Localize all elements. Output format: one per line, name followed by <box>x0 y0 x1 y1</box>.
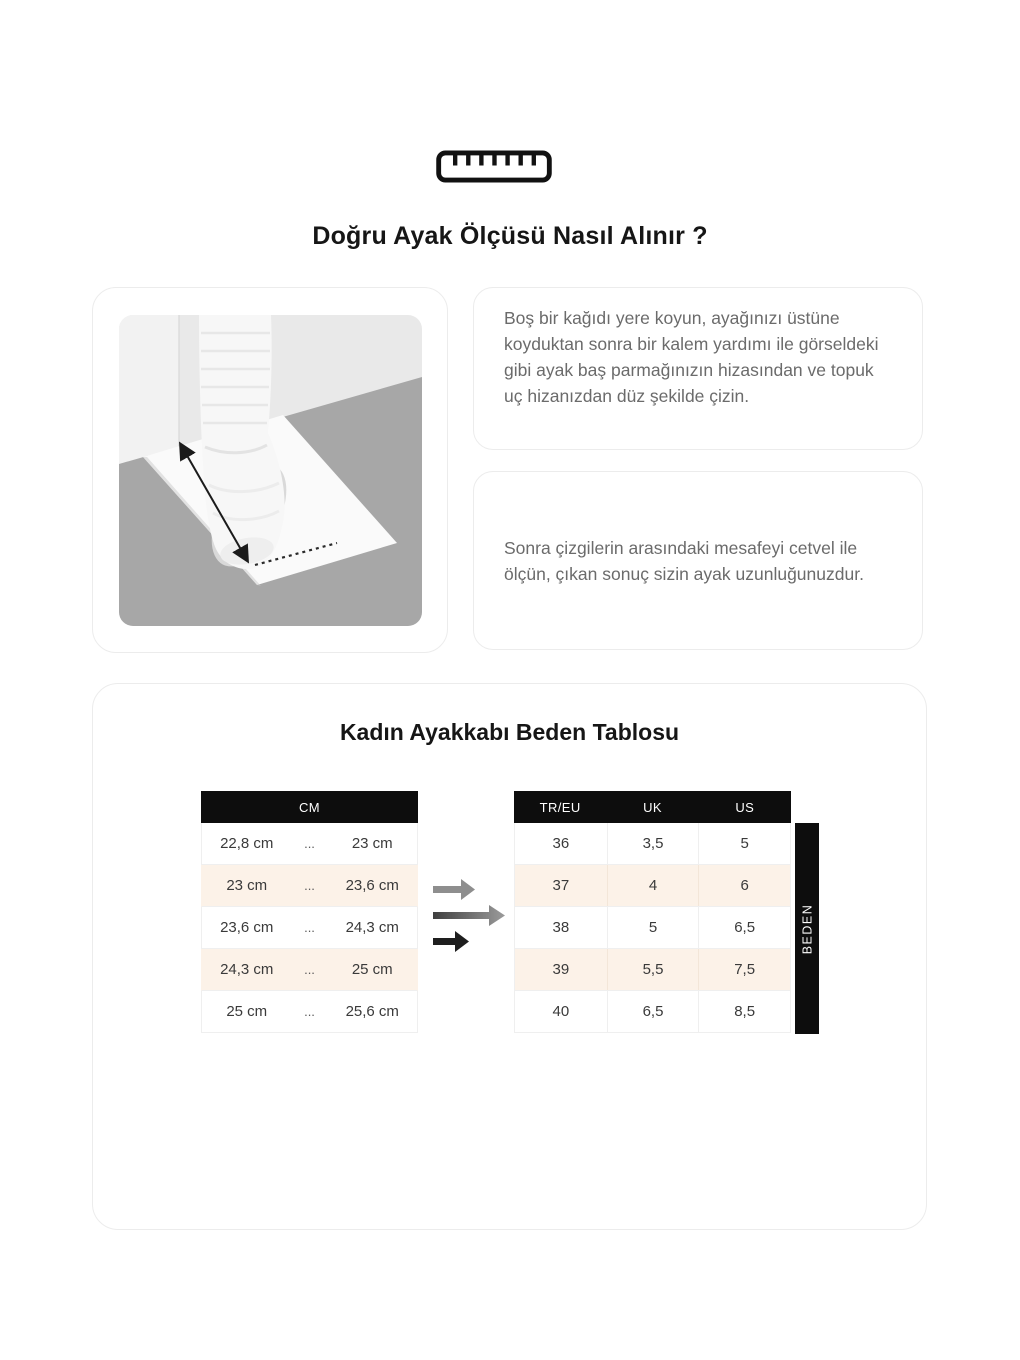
cm-from: 22,8 cm <box>220 835 274 852</box>
range-dots: ... <box>304 920 315 935</box>
size-us: 5 <box>698 823 790 864</box>
cm-to: 24,3 cm <box>345 919 399 936</box>
table-row <box>201 991 418 1033</box>
cm-to: 23,6 cm <box>345 877 399 894</box>
size-uk: 4 <box>607 865 699 906</box>
instruction-card-1 <box>473 287 923 450</box>
size-table-section <box>92 683 927 1230</box>
page-title: Doğru Ayak Ölçüsü Nasıl Alınır ? <box>312 222 708 250</box>
size-tr-eu: 37 <box>552 877 570 894</box>
table-row <box>201 949 418 991</box>
table-row <box>201 823 418 865</box>
col-header-uk: UK <box>643 799 662 815</box>
size-table-title: Kadın Ayakkabı Beden Tablosu <box>339 719 680 745</box>
range-dots: ... <box>304 962 315 977</box>
size-uk: 5 <box>607 907 699 948</box>
beden-side-label <box>795 823 819 1034</box>
size-us: 8,5 <box>698 991 790 1032</box>
cm-to: 23 cm <box>351 835 393 852</box>
table-row <box>514 949 791 991</box>
size-uk: 3,5 <box>607 823 699 864</box>
instruction-step-2: Sonra çizgilerin arasındaki mesafeyi cetvel ile ölçün, çıkan sonuç sizin ayak uzunluğunuzdur. <box>504 537 864 584</box>
table-row <box>514 907 791 949</box>
instruction-step-1: Boş bir kağıdı yere koyun, ayağınızı üstüne koyduktan sonra bir kalem yardımı ile görseldeki gibi ayak baş parmağınızın hizasından ve topuk uç hizanızdan düz şekilde çizin. <box>504 308 879 406</box>
intl-size-table <box>514 791 791 1033</box>
table-row <box>201 865 418 907</box>
size-us: 7,5 <box>698 949 790 990</box>
table-row <box>201 907 418 949</box>
cm-table-header: CM <box>201 791 418 823</box>
cm-table <box>201 791 418 1033</box>
cm-to: 25,6 cm <box>345 1003 399 1020</box>
foot-photo-card <box>92 287 448 653</box>
cm-from: 23,6 cm <box>220 919 274 936</box>
instruction-card-2 <box>473 471 923 650</box>
col-header-tr-eu: TR/EU <box>539 799 581 815</box>
size-tr-eu: 40 <box>552 1003 570 1020</box>
triple-arrow-right-icon <box>431 877 507 953</box>
foot-measurement-illustration <box>119 315 422 626</box>
range-dots: ... <box>304 878 315 893</box>
size-us: 6,5 <box>698 907 790 948</box>
cm-to: 25 cm <box>351 961 393 978</box>
cm-from: 25 cm <box>226 1003 268 1020</box>
range-dots: ... <box>304 836 315 851</box>
size-tr-eu: 39 <box>552 961 570 978</box>
col-header-us: US <box>735 799 755 815</box>
table-row <box>514 991 791 1033</box>
cm-from: 23 cm <box>226 877 268 894</box>
cm-from: 24,3 cm <box>220 961 274 978</box>
ruler-icon <box>435 150 553 183</box>
size-uk: 6,5 <box>607 991 699 1032</box>
size-tr-eu: 36 <box>552 835 570 852</box>
table-row <box>514 865 791 907</box>
size-uk: 5,5 <box>607 949 699 990</box>
range-dots: ... <box>304 1004 315 1019</box>
beden-label-text: BEDEN <box>800 903 815 954</box>
intl-size-table-header <box>514 791 791 823</box>
size-tr-eu: 38 <box>552 919 570 936</box>
size-us: 6 <box>698 865 790 906</box>
table-row <box>514 823 791 865</box>
